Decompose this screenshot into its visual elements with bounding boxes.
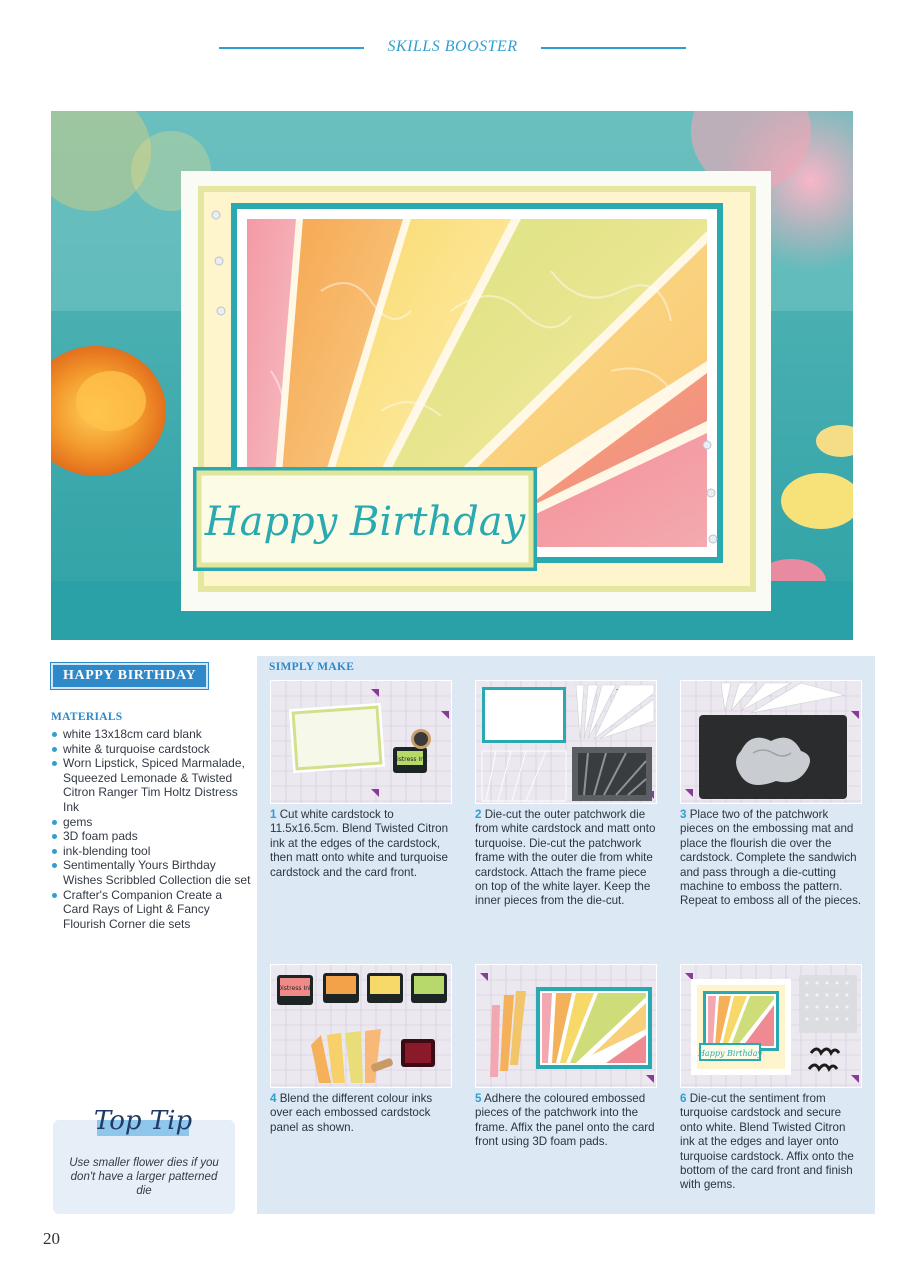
materials-item: gems (51, 815, 251, 830)
step-5-text (475, 1092, 657, 1150)
instructions-heading: SIMPLY MAKE (269, 661, 355, 673)
materials-item: Crafter's Companion Create a Card Rays of Light & Fancy Flourish Corner die sets (51, 888, 251, 932)
step-2-photo (475, 680, 657, 804)
materials-list (51, 727, 251, 931)
step-1-text (270, 808, 452, 880)
step-1-ink-label: Distress Ink (392, 756, 428, 763)
materials-item: 3D foam pads (51, 829, 251, 844)
step-number: 2 (475, 808, 482, 821)
step-3-text (680, 808, 862, 909)
materials-item: Sentimentally Yours Birthday Wishes Scribbled Collection die set (51, 858, 251, 887)
step-body: Adhere the coloured embossed pieces of the patchwork into the frame. Affix the panel onto the card front using 3D foam pads. (475, 1092, 655, 1149)
header-rule-left (219, 47, 364, 49)
step-body: Place two of the patchwork pieces on the embossing mat and place the flourish die over the cardstock. Complete the sandwich and pass through a die-cutting machine to emboss the pattern. Repeat to emboss all of the pieces. (680, 808, 862, 908)
top-tip-heading (91, 1106, 195, 1142)
step-number: 3 (680, 808, 687, 821)
step-6-text (680, 1092, 862, 1193)
tip-body: Use smaller flower dies if you don't have a larger patterned die (69, 1157, 219, 1197)
hero-sentiment-text: Happy Birthday (204, 499, 526, 545)
materials-item: white 13x18cm card blank (51, 727, 251, 742)
step-1 (270, 680, 452, 880)
step-4-text (270, 1092, 452, 1135)
hero-photo (51, 111, 853, 640)
step-1-illustration (271, 681, 452, 804)
step-2-illustration (476, 681, 657, 804)
step-body: Die-cut the outer patchwork die from white cardstock and matt onto turquoise. Die-cut the patchwork frame with the outer die from white cardstock. Attach the frame piece on top of the white layer. Keep the inner pieces from the die-cut. (475, 808, 656, 908)
step-number: 6 (680, 1092, 687, 1105)
step-4-photo (270, 964, 452, 1088)
step-body: Die-cut the sentiment from turquoise cardstock and secure onto white. Blend Twisted Citron ink at the edges and layer onto turquoise cardstock. Affix onto the bottom of the card front and finish with gems. (680, 1092, 854, 1192)
step-6-illustration (681, 965, 862, 1088)
step-number: 1 (270, 808, 277, 821)
step-3-illustration (681, 681, 862, 804)
step-number: 5 (475, 1092, 482, 1105)
header-rule-right (541, 47, 686, 49)
step-body: Blend the different colour inks over each embossed cardstock panel as shown. (270, 1092, 433, 1134)
step-4-ink-label: Distress Ink (277, 985, 313, 992)
step-number: 4 (270, 1092, 277, 1105)
materials-heading: MATERIALS (51, 711, 123, 723)
materials-item: white & turquoise cardstock (51, 742, 251, 757)
top-tip-box (53, 1106, 235, 1214)
step-5-photo (475, 964, 657, 1088)
project-title: HAPPY BIRTHDAY (51, 663, 208, 689)
step-2 (475, 680, 657, 909)
tip-heading-label: Top Tip (93, 1106, 193, 1136)
step-1-photo (270, 680, 452, 804)
step-6-sentiment: Happy Birthday (697, 1049, 763, 1058)
step-3 (680, 680, 862, 909)
hero-card-illustration (51, 111, 853, 640)
step-4-illustration (271, 965, 452, 1088)
section-title: SKILLS BOOSTER (387, 38, 518, 55)
step-5-illustration (476, 965, 657, 1088)
step-2-text (475, 808, 657, 909)
step-3-photo (680, 680, 862, 804)
section-header (0, 38, 905, 58)
instructions-panel (257, 656, 875, 1214)
page-number: 20 (43, 1229, 60, 1248)
materials-item: Worn Lipstick, Spiced Marmalade, Squeezed Lemonade & Twisted Citron Ranger Tim Holtz Distress Ink (51, 756, 251, 814)
step-4 (270, 964, 452, 1135)
materials-item: ink-blending tool (51, 844, 251, 859)
step-5 (475, 964, 657, 1150)
step-6 (680, 964, 862, 1193)
step-body: Cut white cardstock to 11.5x16.5cm. Blend Twisted Citron ink at the edges of the cardstock, then matt onto white and turquoise cardstock and the card front. (270, 808, 449, 879)
step-6-photo (680, 964, 862, 1088)
